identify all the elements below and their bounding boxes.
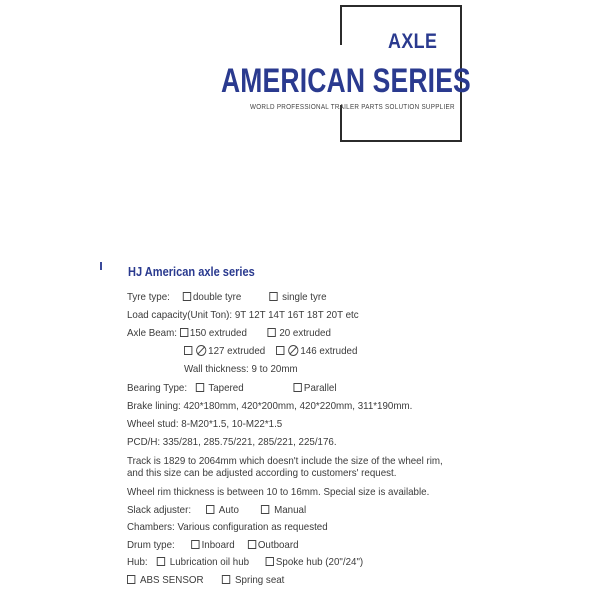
checkbox-beam-146[interactable] <box>276 346 284 355</box>
axle-beam-row <box>127 327 331 339</box>
axle-beam-label: Axle Beam: <box>127 327 177 339</box>
tyre-type-label: Tyre type: <box>127 291 170 303</box>
hub-label: Hub: <box>127 556 148 568</box>
checkbox-single-tyre[interactable] <box>269 292 277 301</box>
diameter-icon <box>288 345 298 356</box>
checkbox-inboard[interactable] <box>191 540 199 549</box>
track-line-2: and this size can be adjusted according to customers' request. <box>127 467 397 479</box>
abs-sensor-label: ABS SENSOR <box>140 574 204 586</box>
drum-label: Drum type: <box>127 539 175 551</box>
bearing-label: Bearing Type: <box>127 382 188 394</box>
beam-146-label: 146 extruded <box>300 345 358 357</box>
brake-lining: Brake lining: 420*180mm, 420*200mm, 420*220mm, 311*190mm. <box>127 400 413 412</box>
section-marker <box>100 262 102 270</box>
auto-label: Auto <box>218 504 239 516</box>
lubrication-hub-label: Lubrication oil hub <box>169 556 250 568</box>
wheel-stud: Wheel stud: 8-M20*1.5, 10-M22*1.5 <box>127 418 283 430</box>
wheel-rim: Wheel rim thickness is between 10 to 16mm. Special size is available. <box>127 486 430 498</box>
checkbox-manual[interactable] <box>261 505 269 514</box>
track-line-1: Track is 1829 to 2064mm which doesn't include the size of the wheel rim, <box>127 455 443 467</box>
outboard-label: Outboard <box>257 539 299 551</box>
spec-heading: HJ American axle series <box>128 264 255 279</box>
drum-row <box>127 539 299 551</box>
checkbox-outboard[interactable] <box>248 540 256 549</box>
checkbox-beam-20[interactable] <box>267 328 275 337</box>
pcd-h: PCD/H: 335/281, 285.75/221, 285/221, 225/176. <box>127 436 337 448</box>
checkbox-abs-sensor[interactable] <box>127 575 135 584</box>
wall-thickness: Wall thickness: 9 to 20mm <box>184 363 298 375</box>
chambers: Chambers: Various configuration as requested <box>127 521 328 533</box>
slack-label: Slack adjuster: <box>127 504 192 516</box>
diameter-icon <box>196 345 206 356</box>
bearing-row <box>127 382 337 394</box>
hub-row <box>127 556 363 568</box>
axle-beam-row-2 <box>184 345 357 357</box>
checkbox-parallel[interactable] <box>294 383 302 392</box>
parallel-label: Parallel <box>303 382 337 394</box>
checkbox-beam-150[interactable] <box>180 328 188 337</box>
inboard-label: Inboard <box>201 539 235 551</box>
double-tyre-label: double tyre <box>192 291 242 303</box>
checkbox-lubrication-hub[interactable] <box>157 557 165 566</box>
banner-series-title: AMERICAN SERIES <box>221 62 471 100</box>
beam-127-label: 127 extruded <box>208 345 266 357</box>
extras-row <box>127 574 284 586</box>
load-capacity: Load capacity(Unit Ton): 9T 12T 14T 16T 18T 20T etc <box>127 309 359 321</box>
checkbox-spoke-hub[interactable] <box>266 557 274 566</box>
single-tyre-label: single tyre <box>282 291 327 303</box>
banner-axle-title: AXLE <box>388 30 438 53</box>
tyre-type-row <box>127 291 327 303</box>
beam-20-label: 20 extruded <box>279 327 331 339</box>
slack-row <box>127 504 306 516</box>
beam-150-label: 150 extruded <box>189 327 247 339</box>
checkbox-beam-127[interactable] <box>184 346 192 355</box>
checkbox-tapered[interactable] <box>196 383 204 392</box>
spring-seat-label: Spring seat <box>234 574 285 586</box>
banner-tagline: WORLD PROFESSIONAL TRAILER PARTS SOLUTION SUPPLIER <box>250 104 455 111</box>
checkbox-spring-seat[interactable] <box>222 575 230 584</box>
spoke-hub-label: Spoke hub (20"/24") <box>275 556 364 568</box>
checkbox-double-tyre[interactable] <box>183 292 191 301</box>
tapered-label: Tapered <box>208 382 244 394</box>
checkbox-auto[interactable] <box>206 505 214 514</box>
manual-label: Manual <box>274 504 307 516</box>
